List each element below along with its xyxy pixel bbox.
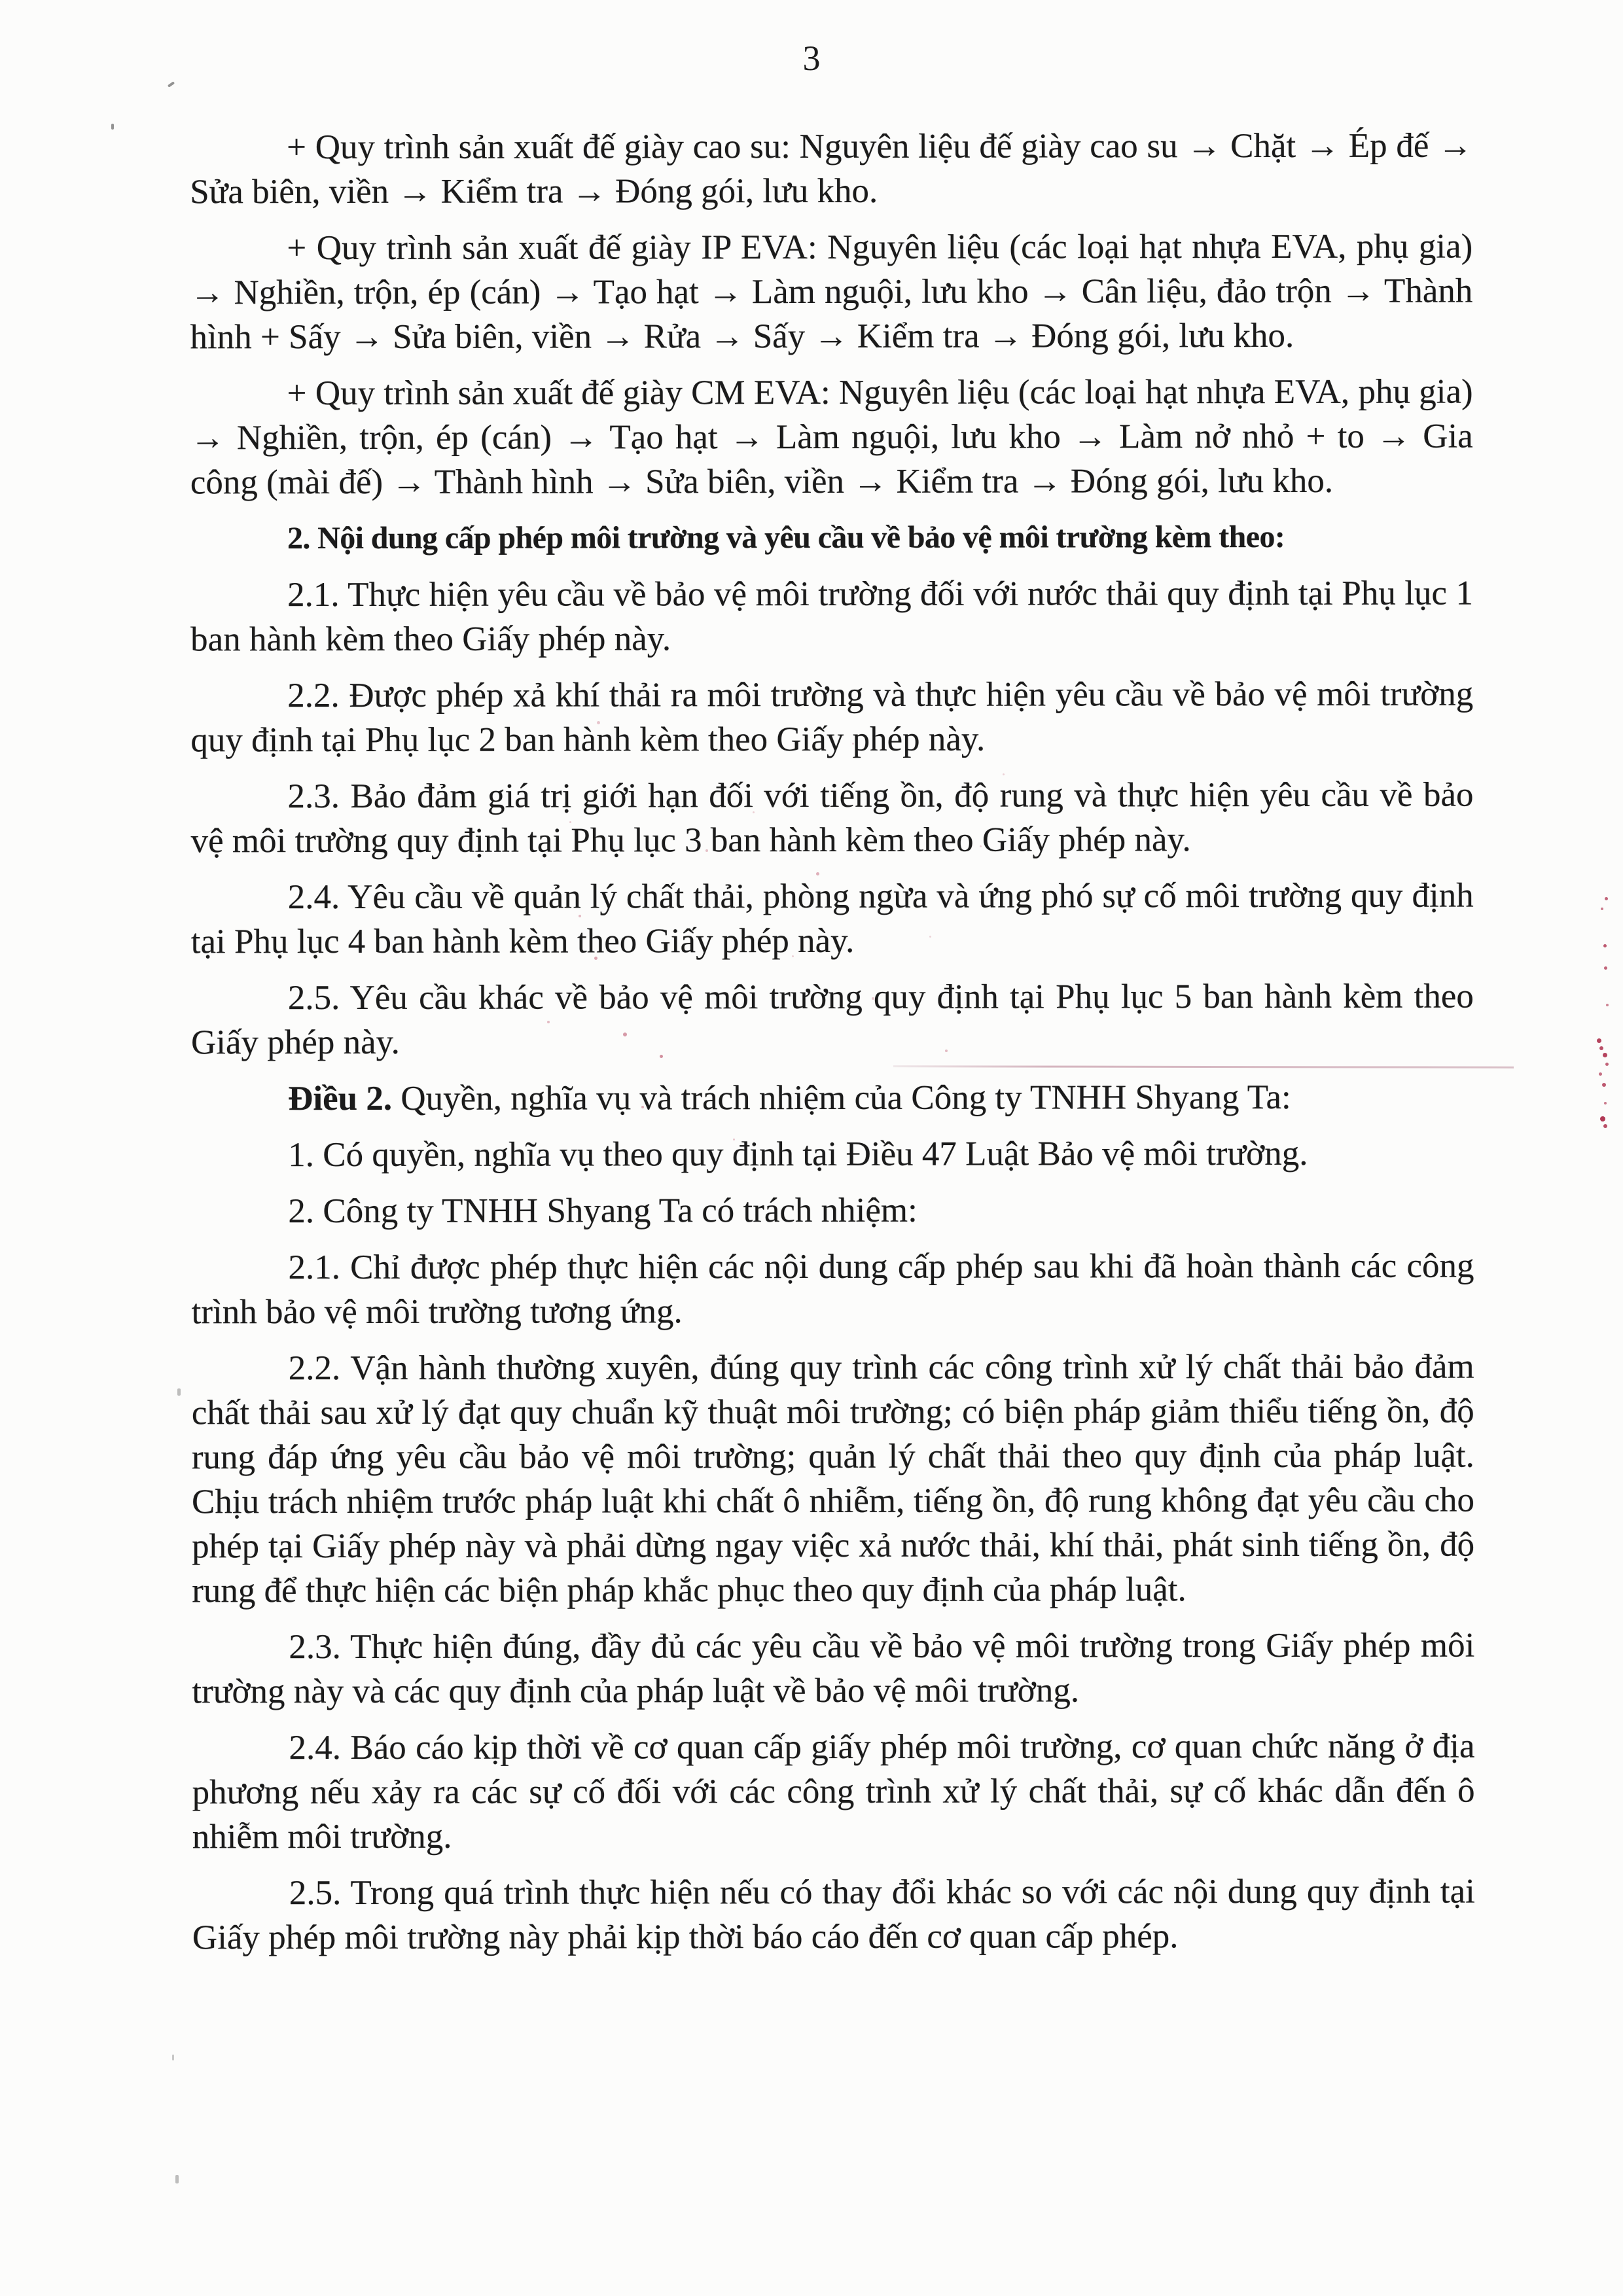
para-2-5-thay-doi <box>192 1869 1475 1960</box>
para-2-1-chi-duoc-phep <box>191 1244 1474 1335</box>
para-2-1-nuoc-thai <box>190 571 1473 662</box>
paragraph-text: 2. Công ty TNHH Shyang Ta có trách nhiệm: <box>288 1191 918 1231</box>
heading-noi-dung-cap-phep <box>190 515 1473 561</box>
paragraph-text: 2.3. Thực hiện đúng, đầy đủ các yêu cầu về bảo vệ môi trường trong Giấy phép môi trường này và các quy định của pháp luật về bảo vệ môi trường. <box>192 1626 1475 1711</box>
para-1-quyen-nghia-vu <box>191 1131 1474 1178</box>
paragraph-text: + Quy trình sản xuất đế giày IP EVA: Nguyên liệu (các loại hạt nhựa EVA, phụ gia) → Nghiền, trộn, ép (cán) → Tạo hạt → Làm nguội, lưu kho → Cân liệu, đảo trộn → Thành hình + Sấy → Sửa biên, viền → Rửa → Sấy → Kiểm tra → Đóng gói, lưu kho. <box>190 227 1473 357</box>
paragraph-text: + Quy trình sản xuất đế giày CM EVA: Nguyên liệu (các loại hạt nhựa EVA, phụ gia) → Nghiền, trộn, ép (cán) → Tạo hạt → Làm nguội, lưu kho → Làm nở nhỏ + to → Gia công (mài đế) → Thành hình → Sửa biên, viền → Kiểm tra → Đóng gói, lưu kho. <box>190 372 1473 502</box>
paragraph-bold-lead: Điều 2. <box>288 1079 393 1118</box>
para-2-trach-nhiem <box>191 1188 1474 1234</box>
para-quy-trinh-cm-eva <box>190 370 1473 505</box>
paragraph-text: 2.4. Báo cáo kịp thời về cơ quan cấp giấy phép môi trường, cơ quan chức năng ở địa phương nếu xảy ra các sự cố đối với các công trình xử lý chất thải, sự cố khác dẫn đến ô nhiễm môi trường. <box>192 1727 1475 1856</box>
para-2-4-bao-cao <box>192 1724 1474 1860</box>
paragraph-text: 2.3. Bảo đảm giá trị giới hạn đối với tiếng ồn, độ rung và thực hiện yêu cầu về bảo vệ môi trường quy định tại Phụ lục 3 ban hành kèm theo Giấy phép này. <box>190 775 1474 860</box>
paragraph-text: 1. Có quyền, nghĩa vụ theo quy định tại Điều 47 Luật Bảo vệ môi trường. <box>288 1134 1308 1174</box>
para-quy-trinh-ip-eva <box>190 224 1472 360</box>
para-2-3-tieng-on <box>190 773 1473 864</box>
heading-dieu-2 <box>191 1075 1474 1122</box>
paragraph-bold-lead: 2. Nội dung cấp phép môi trường và yêu cầu về bảo vệ môi trường kèm theo: <box>287 519 1285 556</box>
paragraph-text: 2.4. Yêu cầu về quản lý chất thải, phòng ngừa và ứng phó sự cố môi trường quy định tại Phụ lục 4 ban hành kèm theo Giấy phép này. <box>190 876 1474 961</box>
page-number: 3 <box>802 39 821 78</box>
para-2-3-thuc-hien-dung <box>192 1623 1474 1714</box>
paragraph-text: 2.5. Trong quá trình thực hiện nếu có thay đổi khác so với các nội dung quy định tại Giấy phép môi trường này phải kịp thời báo cáo đến cơ quan cấp phép. <box>192 1872 1475 1957</box>
paragraph-text: + Quy trình sản xuất đế giày cao su: Nguyên liệu đế giày cao su → Chặt → Ép đế → Sửa biên, viền → Kiểm tra → Đóng gói, lưu kho. <box>190 126 1473 211</box>
para-quy-trinh-cao-su <box>190 124 1472 215</box>
para-2-4-chat-thai <box>191 874 1474 964</box>
paragraph-text: 2.1. Thực hiện yêu cầu về bảo vệ môi trường đối với nước thải quy định tại Phụ lục 1 ban hành kèm theo Giấy phép này. <box>190 574 1474 659</box>
para-2-2-khi-thai <box>190 672 1473 763</box>
para-2-2-van-hanh <box>192 1345 1475 1614</box>
para-2-5-yeu-cau-khac <box>191 974 1474 1065</box>
paragraph-text: 2.2. Vận hành thường xuyên, đúng quy trình các công trình xử lý chất thải bảo đảm chất thải sau xử lý đạt quy chuẩn kỹ thuật môi trường; có biện pháp giảm thiểu tiếng ồn, độ rung đáp ứng yêu cầu bảo vệ môi trường; quản lý chất thải theo quy định của pháp luật. Chịu trách nhiệm trước pháp luật khi chất ô nhiễm, tiếng ồn, độ rung không đạt yêu cầu cho phép tại Giấy phép này và phải dừng ngay việc xả nước thải, khí thải, phát sinh tiếng ồn, độ rung để thực hiện các biện pháp khắc phục theo quy định của pháp luật. <box>191 1347 1475 1610</box>
paragraph-text: Quyền, nghĩa vụ và trách nhiệm của Công ty TNHH Shyang Ta: <box>392 1078 1291 1118</box>
paragraph-text: 2.5. Yêu cầu khác về bảo vệ môi trường quy định tại Phụ lục 5 ban hành kèm theo Giấy phép này. <box>190 977 1474 1062</box>
document-body <box>0 123 1623 1960</box>
paragraph-text: 2.2. Được phép xả khí thải ra môi trường và thực hiện yêu cầu về bảo vệ môi trường quy định tại Phụ lục 2 ban hành kèm theo Giấy phép này. <box>190 675 1474 760</box>
paragraph-text: 2.1. Chỉ được phép thực hiện các nội dung cấp phép sau khi đã hoàn thành các công trình bảo vệ môi trường tương ứng. <box>191 1246 1474 1332</box>
